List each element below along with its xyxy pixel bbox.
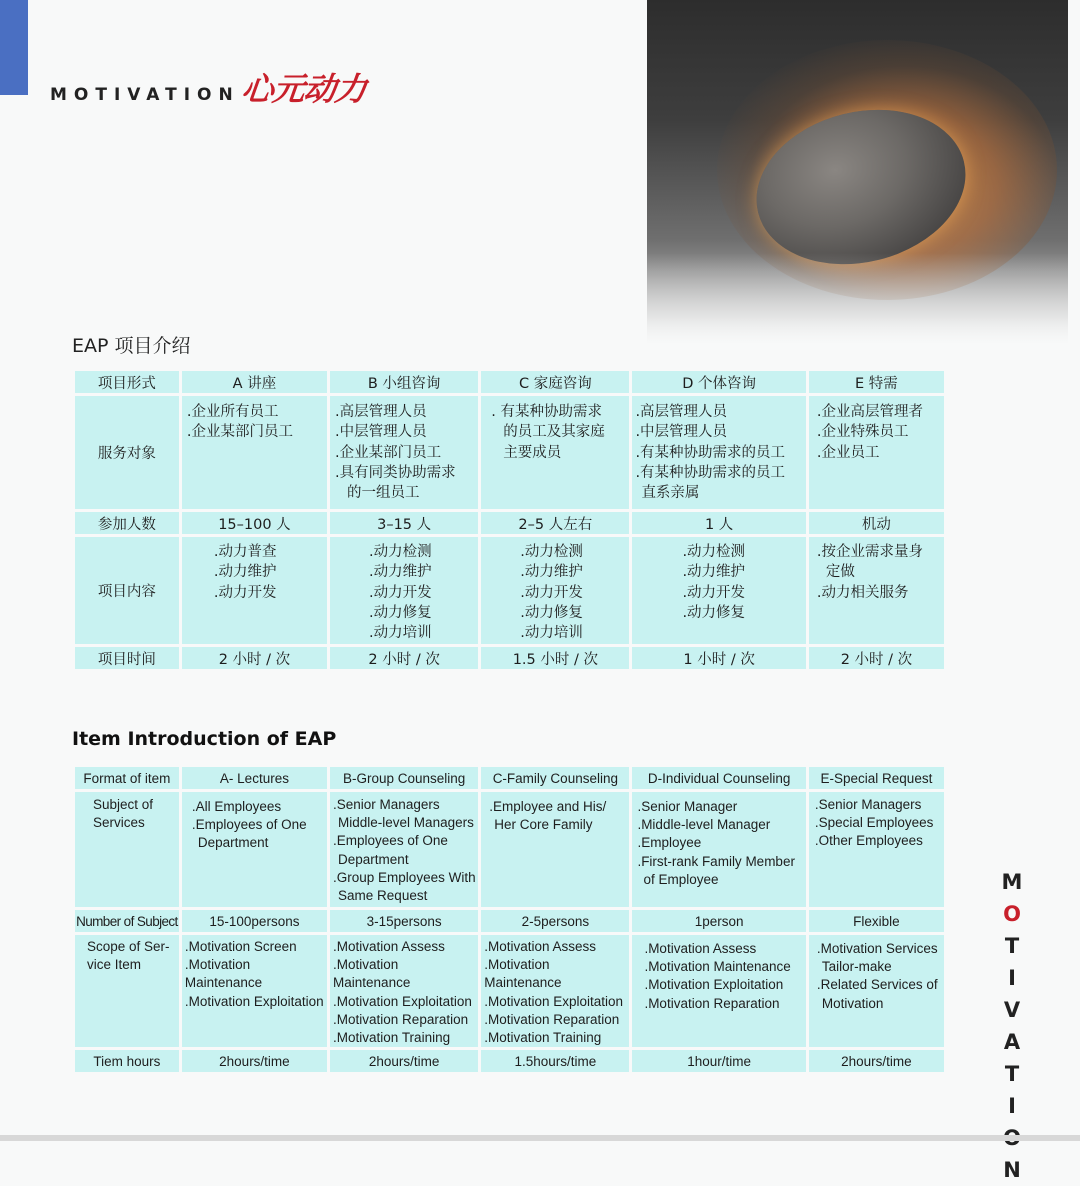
list-item: .企业所有员工 [186, 404, 279, 420]
stone-photo [647, 0, 1068, 343]
list-item: .动力修复 [682, 604, 746, 621]
cn-header-cell: B 小组咨询 [330, 371, 478, 393]
list-item: Middle-level Managers [338, 815, 474, 831]
cn-service-cell [481, 396, 629, 509]
en-scope-cell [809, 935, 944, 1047]
en-count-cell: 2-5persons [481, 910, 629, 932]
list-item: .动力维护 [520, 564, 583, 581]
list-item: .Motivation Assess [644, 941, 757, 956]
bottom-edge [0, 1135, 1080, 1141]
en-header-cell: E-Special Request [809, 767, 944, 789]
cn-count-cell: 15–100 人 [182, 512, 327, 534]
list-item: .Motivation Assess [484, 939, 597, 954]
en-time-cell: 1hour/time [632, 1050, 805, 1072]
list-item: .动力修复 [369, 604, 432, 621]
list-item: .Motivation Reparation [333, 1011, 469, 1027]
cn-content-cell [809, 537, 944, 644]
cn-content-cell [330, 537, 478, 644]
list-item: .Employee [637, 835, 702, 851]
cn-count-cell: 机动 [809, 512, 944, 534]
en-scope-row [75, 935, 944, 1047]
list-item: .企业特殊员工 [816, 424, 909, 441]
list-item: .企业高层管理者 [816, 404, 923, 420]
cn-content-cell [632, 537, 805, 644]
list-item: .动力维护 [369, 564, 432, 581]
list-item: .高层管理人员 [335, 404, 427, 420]
en-header-cell: Format of item [75, 767, 179, 789]
list-item: .All Employees [191, 799, 282, 814]
list-item: .动力维护 [213, 564, 277, 581]
list-item: .Motivation Exploitation [333, 993, 472, 1009]
list-item: .Senior Managers [814, 797, 922, 812]
blue-corner-tab [0, 0, 28, 95]
list-item: .动力开发 [213, 584, 277, 601]
en-time-row [75, 1050, 944, 1072]
list-item: .动力开发 [682, 584, 746, 601]
cn-row-label: 参加人数 [75, 512, 179, 534]
list-item: .动力检测 [369, 544, 432, 560]
cn-header-cell: D 个体咨询 [632, 371, 805, 393]
list-item: .动力培训 [520, 625, 583, 642]
list-item: Services [93, 815, 145, 831]
vertical-letter: M [1001, 870, 1023, 894]
list-item: .Motivation Reparation [644, 995, 780, 1011]
list-item: .Motivation Screen [184, 939, 297, 954]
list-item: 定做 [825, 564, 855, 581]
cn-time-cell: 2 小时 / 次 [330, 647, 478, 669]
cn-row-label: 项目时间 [75, 647, 179, 669]
en-scope-cell [330, 935, 478, 1047]
vertical-letter: O [1003, 902, 1021, 926]
en-count-cell: 1person [632, 910, 805, 932]
vertical-letter: V [1003, 998, 1021, 1022]
list-item: vice Item [87, 957, 142, 973]
list-item: .Employees of One [333, 833, 448, 849]
list-item: .动力相关服务 [816, 584, 909, 601]
en-row-label: Number of Subject [75, 910, 179, 932]
vertical-letter: I [1008, 1094, 1016, 1118]
en-service-cell [632, 792, 805, 907]
list-item: .动力检测 [520, 544, 583, 560]
list-item: Her Core Family [494, 817, 593, 833]
list-item: .Special Employees [814, 815, 934, 831]
list-item: .Other Employees [814, 833, 923, 849]
list-item: .Middle-level Manager [637, 817, 771, 833]
cn-time-cell: 2 小时 / 次 [182, 647, 327, 669]
list-item: .动力检测 [682, 544, 746, 560]
cn-service-cell [809, 396, 944, 509]
list-item: .Motivation Training [333, 1030, 451, 1046]
list-item: .Senior Manager [637, 799, 738, 814]
list-item: Subject of [93, 797, 154, 812]
cn-count-cell: 1 人 [632, 512, 805, 534]
cn-header-cell: E 特需 [809, 371, 944, 393]
cn-service-cell [182, 396, 327, 509]
en-service-cell [481, 792, 629, 907]
cn-count-cell: 2–5 人左右 [481, 512, 629, 534]
vertical-letter: I [1008, 966, 1016, 990]
en-count-cell: Flexible [809, 910, 944, 932]
list-item: .Motivation Maintenance [333, 957, 411, 991]
list-item: .有某种协助需求的员工 [635, 444, 786, 461]
list-item: .Motivation Training [484, 1030, 602, 1046]
cn-time-cell: 1 小时 / 次 [632, 647, 805, 669]
list-item: .Senior Managers [333, 797, 440, 812]
en-header-cell: B-Group Counseling [330, 767, 478, 789]
list-item: .企业员工 [816, 444, 880, 461]
cn-row-label: 项目内容 [75, 537, 179, 644]
cn-header-row [75, 371, 944, 393]
list-item: .Motivation Maintenance [184, 957, 263, 991]
list-item: .具有同类协助需求 [335, 464, 456, 481]
list-item: .动力修复 [520, 604, 583, 621]
list-item: . 有某种协助需求 [491, 404, 602, 420]
en-time-cell: 2hours/time [330, 1050, 478, 1072]
cn-time-row [75, 647, 944, 669]
list-item: Department [197, 835, 269, 851]
list-item: 直系亲属 [641, 485, 700, 502]
list-item: 的员工及其家庭 [503, 424, 605, 441]
list-item: .企业某部门员工 [186, 424, 293, 441]
en-count-cell: 3-15persons [330, 910, 478, 932]
vertical-letter: T [1004, 1062, 1020, 1086]
list-item: .企业某部门员工 [335, 444, 442, 461]
cn-time-cell: 2 小时 / 次 [809, 647, 944, 669]
cn-service-cell [330, 396, 478, 509]
en-service-row [75, 792, 944, 907]
brand-header [50, 64, 366, 110]
list-item: Same Request [338, 888, 428, 904]
photo-fade [647, 253, 1068, 343]
list-item: .Motivation Exploitation [644, 977, 784, 993]
en-scope-cell [632, 935, 805, 1047]
list-item: .中层管理人员 [635, 424, 728, 441]
vertical-letter: N [1003, 1158, 1021, 1182]
en-header-cell: C-Family Counseling [481, 767, 629, 789]
list-item: .Motivation Reparation [484, 1011, 620, 1027]
en-service-cell [182, 792, 327, 907]
en-time-cell: 2hours/time [809, 1050, 944, 1072]
list-item: Motivation [821, 995, 884, 1011]
en-service-cell [330, 792, 478, 907]
cn-eap-table [72, 368, 947, 672]
en-row-label: Tiem hours [75, 1050, 179, 1072]
list-item: Department [338, 851, 409, 867]
list-item: Scope of Ser- [87, 939, 170, 954]
cn-row-label: 服务对象 [75, 396, 179, 509]
en-eap-table [72, 764, 947, 1075]
list-item: .Motivation Exploitation [184, 993, 324, 1009]
en-count-cell: 15-100persons [182, 910, 327, 932]
list-item: .高层管理人员 [635, 404, 728, 420]
cn-header-cell: A 讲座 [182, 371, 327, 393]
cn-header-cell: C 家庭咨询 [481, 371, 629, 393]
list-item: .动力普查 [213, 544, 277, 560]
list-item: .按企业需求量身 [816, 544, 923, 560]
cn-time-cell: 1.5 小时 / 次 [481, 647, 629, 669]
en-time-cell: 2hours/time [182, 1050, 327, 1072]
list-item: .有某种协助需求的员工 [635, 464, 786, 481]
list-item: 主要成员 [503, 444, 562, 461]
list-item: .中层管理人员 [335, 424, 427, 441]
list-item: .Employee and His/ [489, 799, 607, 814]
list-item: .Motivation Maintenance [644, 959, 791, 975]
list-item: .Employees of One [191, 817, 307, 833]
en-header-cell: A- Lectures [182, 767, 327, 789]
cn-header-cell: 项目形式 [75, 371, 179, 393]
en-row-label [75, 792, 179, 907]
en-header-row [75, 767, 944, 789]
list-item: .动力开发 [520, 584, 583, 601]
brand-name-cn: 心元动力 [239, 70, 368, 108]
list-item: 的一组员工 [347, 485, 420, 502]
en-count-row [75, 910, 944, 932]
list-item: .Motivation Exploitation [484, 993, 624, 1009]
list-item: of Employee [643, 871, 719, 887]
list-item: .Motivation Maintenance [484, 957, 562, 991]
cn-content-cell [182, 537, 327, 644]
en-section-title: Item Introduction of EAP [72, 728, 337, 750]
en-scope-cell [182, 935, 327, 1047]
cn-section-title: EAP 项目介绍 [72, 335, 191, 357]
brand-name-en: MOTIVATION [50, 85, 240, 105]
en-header-cell: D-Individual Counseling [632, 767, 805, 789]
list-item: .动力开发 [369, 584, 432, 601]
list-item: .动力维护 [682, 564, 746, 581]
en-scope-cell [481, 935, 629, 1047]
list-item: Tailor-make [821, 959, 892, 975]
list-item: .First-rank Family Member [637, 853, 795, 869]
en-row-label [75, 935, 179, 1047]
cn-service-row [75, 396, 944, 509]
list-item: .Group Employees With [333, 869, 476, 885]
en-time-cell: 1.5hours/time [481, 1050, 629, 1072]
list-item: .Motivation Assess [333, 939, 445, 954]
vertical-letter: A [1003, 1030, 1021, 1054]
list-item: .Related Services of [816, 977, 938, 993]
cn-count-row [75, 512, 944, 534]
vertical-letter: T [1004, 934, 1020, 958]
cn-content-row [75, 537, 944, 644]
cn-service-cell [632, 396, 805, 509]
list-item: .动力培训 [369, 625, 432, 642]
list-item: .Motivation Services [816, 941, 938, 956]
cn-content-cell [481, 537, 629, 644]
en-service-cell [809, 792, 944, 907]
cn-count-cell: 3–15 人 [330, 512, 478, 534]
